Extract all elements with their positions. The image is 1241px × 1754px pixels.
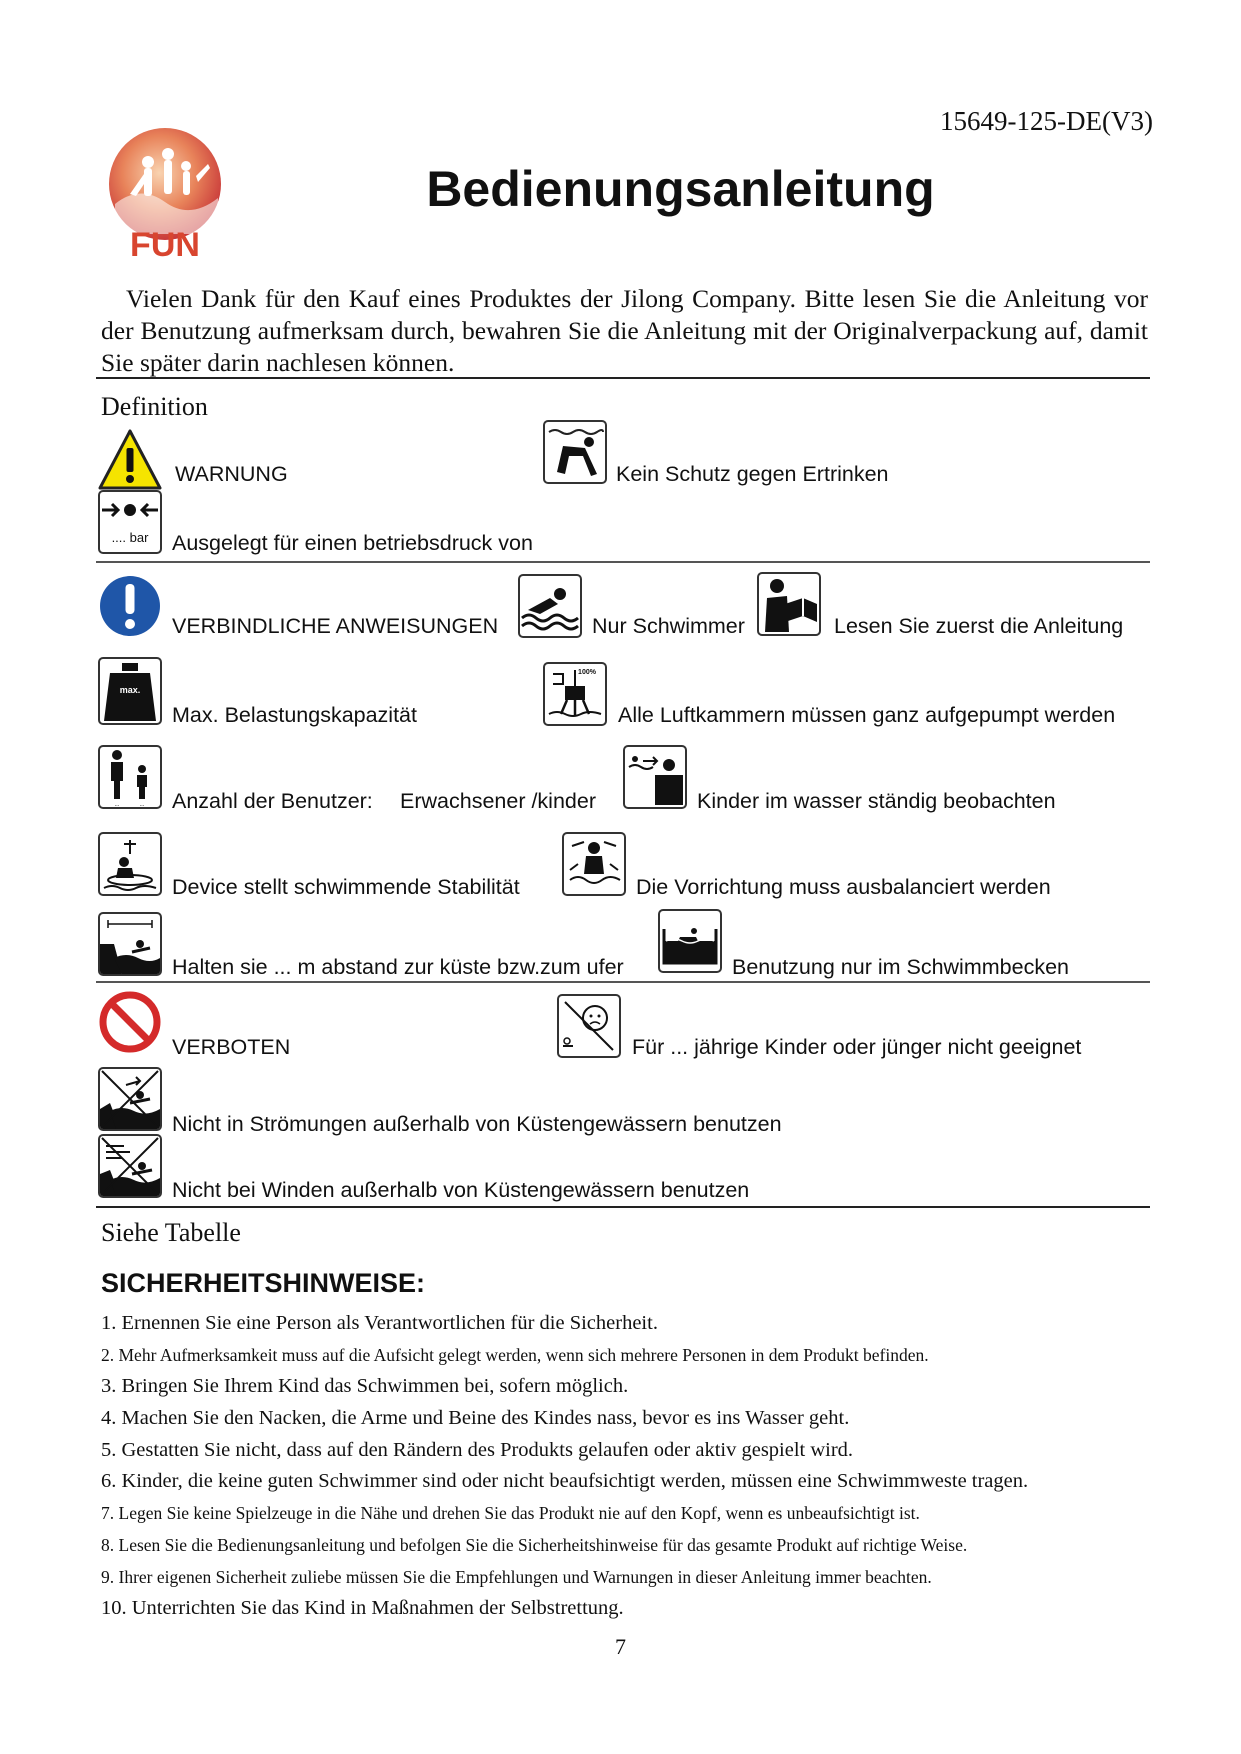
safety-heading: SICHERHEITSHINWEISE: [101, 1268, 426, 1298]
balance-device-icon [562, 832, 626, 896]
pool-only-icon [658, 909, 722, 973]
winden-label: Nicht bei Winden außerhalb von Küstengewässern benutzen [172, 1178, 750, 1202]
abstand-label: Halten sie ... m abstand zur küste bzw.zum ufer [172, 955, 624, 979]
list-item: 7. Legen Sie keine Spielzeuge in die Nähe und drehen Sie das Produkt nie auf den Kopf, wenn es unbeaufsichtigt ist. [101, 1503, 920, 1524]
kinder-alter-label: Für ... jährige Kinder oder jünger nicht geeignet [632, 1035, 1082, 1059]
pressure-bar-icon [98, 490, 162, 554]
see-table-text: Siehe Tabelle [101, 1218, 241, 1247]
mandatory-exclamation-icon [98, 574, 162, 638]
schwimmbecken-label: Benutzung nur im Schwimmbecken [732, 955, 1069, 979]
page-title: Bedienungsanleitung [426, 161, 935, 217]
kinder-beobachten-label: Kinder im wasser ständig beobachten [697, 789, 1056, 813]
supervise-children-icon [623, 745, 687, 809]
list-item: 4. Machen Sie den Nacken, die Arme und Beine des Kindes nass, bevor es ins Wasser geht. [101, 1407, 850, 1430]
list-item: 2. Mehr Aufmerksamkeit muss auf die Aufsicht gelegt werden, wenn sich mehrere Personen in dem Produkt befinden. [101, 1344, 929, 1365]
luftkammern-label: Alle Luftkammern müssen ganz aufgepumpt werden [618, 703, 1116, 727]
list-item: 5. Gestatten Sie nicht, dass auf den Rändern des Produkts gelaufen oder aktiv gespielt wird. [101, 1438, 854, 1461]
age-restriction-icon [557, 994, 621, 1058]
no-currents-icon [98, 1067, 162, 1131]
floating-stability-icon [98, 832, 162, 896]
divider [96, 377, 1150, 379]
swimmer-icon [518, 574, 582, 638]
list-item: 6. Kinder, die keine guten Schwimmer sind oder nicht beaufsichtigt werden, müssen eine Schwimmweste tragen. [101, 1470, 1029, 1493]
kein-schutz-label: Kein Schutz gegen Ertrinken [616, 462, 889, 486]
user-count-adult-child-icon [98, 745, 162, 809]
nur-schwimmer-label: Nur Schwimmer [592, 614, 745, 638]
list-item: 9. Ihrer eigenen Sicherheit zuliebe müssen Sie die Empfehlungen und Warnungen in dieser Anleitung immer beachten. [101, 1566, 932, 1587]
verboten-label: VERBOTEN [172, 1035, 291, 1059]
warnung-label: WARNUNG [175, 462, 288, 486]
luft-icon-text: 100% [578, 669, 596, 676]
max-icon-text: max. [119, 685, 141, 695]
safety-list [101, 1308, 1151, 1625]
divider [96, 981, 1150, 983]
logo-wordmark: FUN [130, 226, 200, 264]
distance-from-shore-icon [98, 912, 162, 976]
ausbalanciert-label: Die Vorrichtung muss ausbalanciert werden [636, 875, 1051, 899]
verbindlich-label: VERBINDLICHE ANWEISUNGEN [172, 614, 499, 638]
divider [96, 561, 1150, 563]
list-item: 1. Ernennen Sie eine Person als Verantwortlichen für die Sicherheit. [101, 1312, 658, 1334]
anzahl-label: Anzahl der Benutzer: [172, 789, 373, 813]
document-id: 15649-125-DE(V3) [940, 106, 1153, 136]
inflate-chambers-icon [543, 662, 607, 726]
no-drowning-protection-icon [543, 420, 607, 484]
erwachsener-label: Erwachsener /kinder [400, 789, 596, 813]
max-load-weight-icon [98, 657, 162, 725]
svg-text:...: ... [139, 802, 145, 807]
read-manual-icon [757, 572, 821, 636]
intro-paragraph: Vielen Dank für den Kauf eines Produktes der Jilong Company. Bitte lesen Sie die Anleitung vor der Benutzung aufmerksam durch, bewahren Sie die Anleitung mit der Originalverpackung auf, damit Sie später darin nachlesen können. [101, 284, 1148, 377]
warning-triangle-icon [98, 428, 162, 492]
svg-text:...: ... [114, 802, 120, 807]
max-last-label: Max. Belastungskapazität [172, 703, 417, 727]
list-item: 8. Lesen Sie die Bedienungsanleitung und befolgen Sie die Sicherheitshinweise für das gesamte Produkt auf richtige Weise. [101, 1534, 968, 1555]
list-item: 10. Unterrichten Sie das Kind in Maßnahmen der Selbstrettung. [101, 1597, 624, 1620]
divider [96, 1206, 1150, 1208]
betriebsdruck-label: Ausgelegt für einen betriebsdruck von [172, 531, 533, 555]
prohibited-sign-icon [98, 990, 162, 1054]
no-wind-icon [98, 1134, 162, 1198]
bar-icon-text: .... bar [111, 530, 149, 545]
stabilitaet-label: Device stellt schwimmende Stabilität [172, 875, 520, 899]
page-number: 7 [615, 1634, 626, 1659]
definition-heading: Definition [101, 392, 208, 421]
stroemungen-label: Nicht in Strömungen außerhalb von Küstengewässern benutzen [172, 1112, 782, 1136]
list-item: 3. Bringen Sie Ihrem Kind das Schwimmen bei, sofern möglich. [101, 1375, 629, 1398]
lesen-label: Lesen Sie zuerst die Anleitung [834, 614, 1124, 638]
